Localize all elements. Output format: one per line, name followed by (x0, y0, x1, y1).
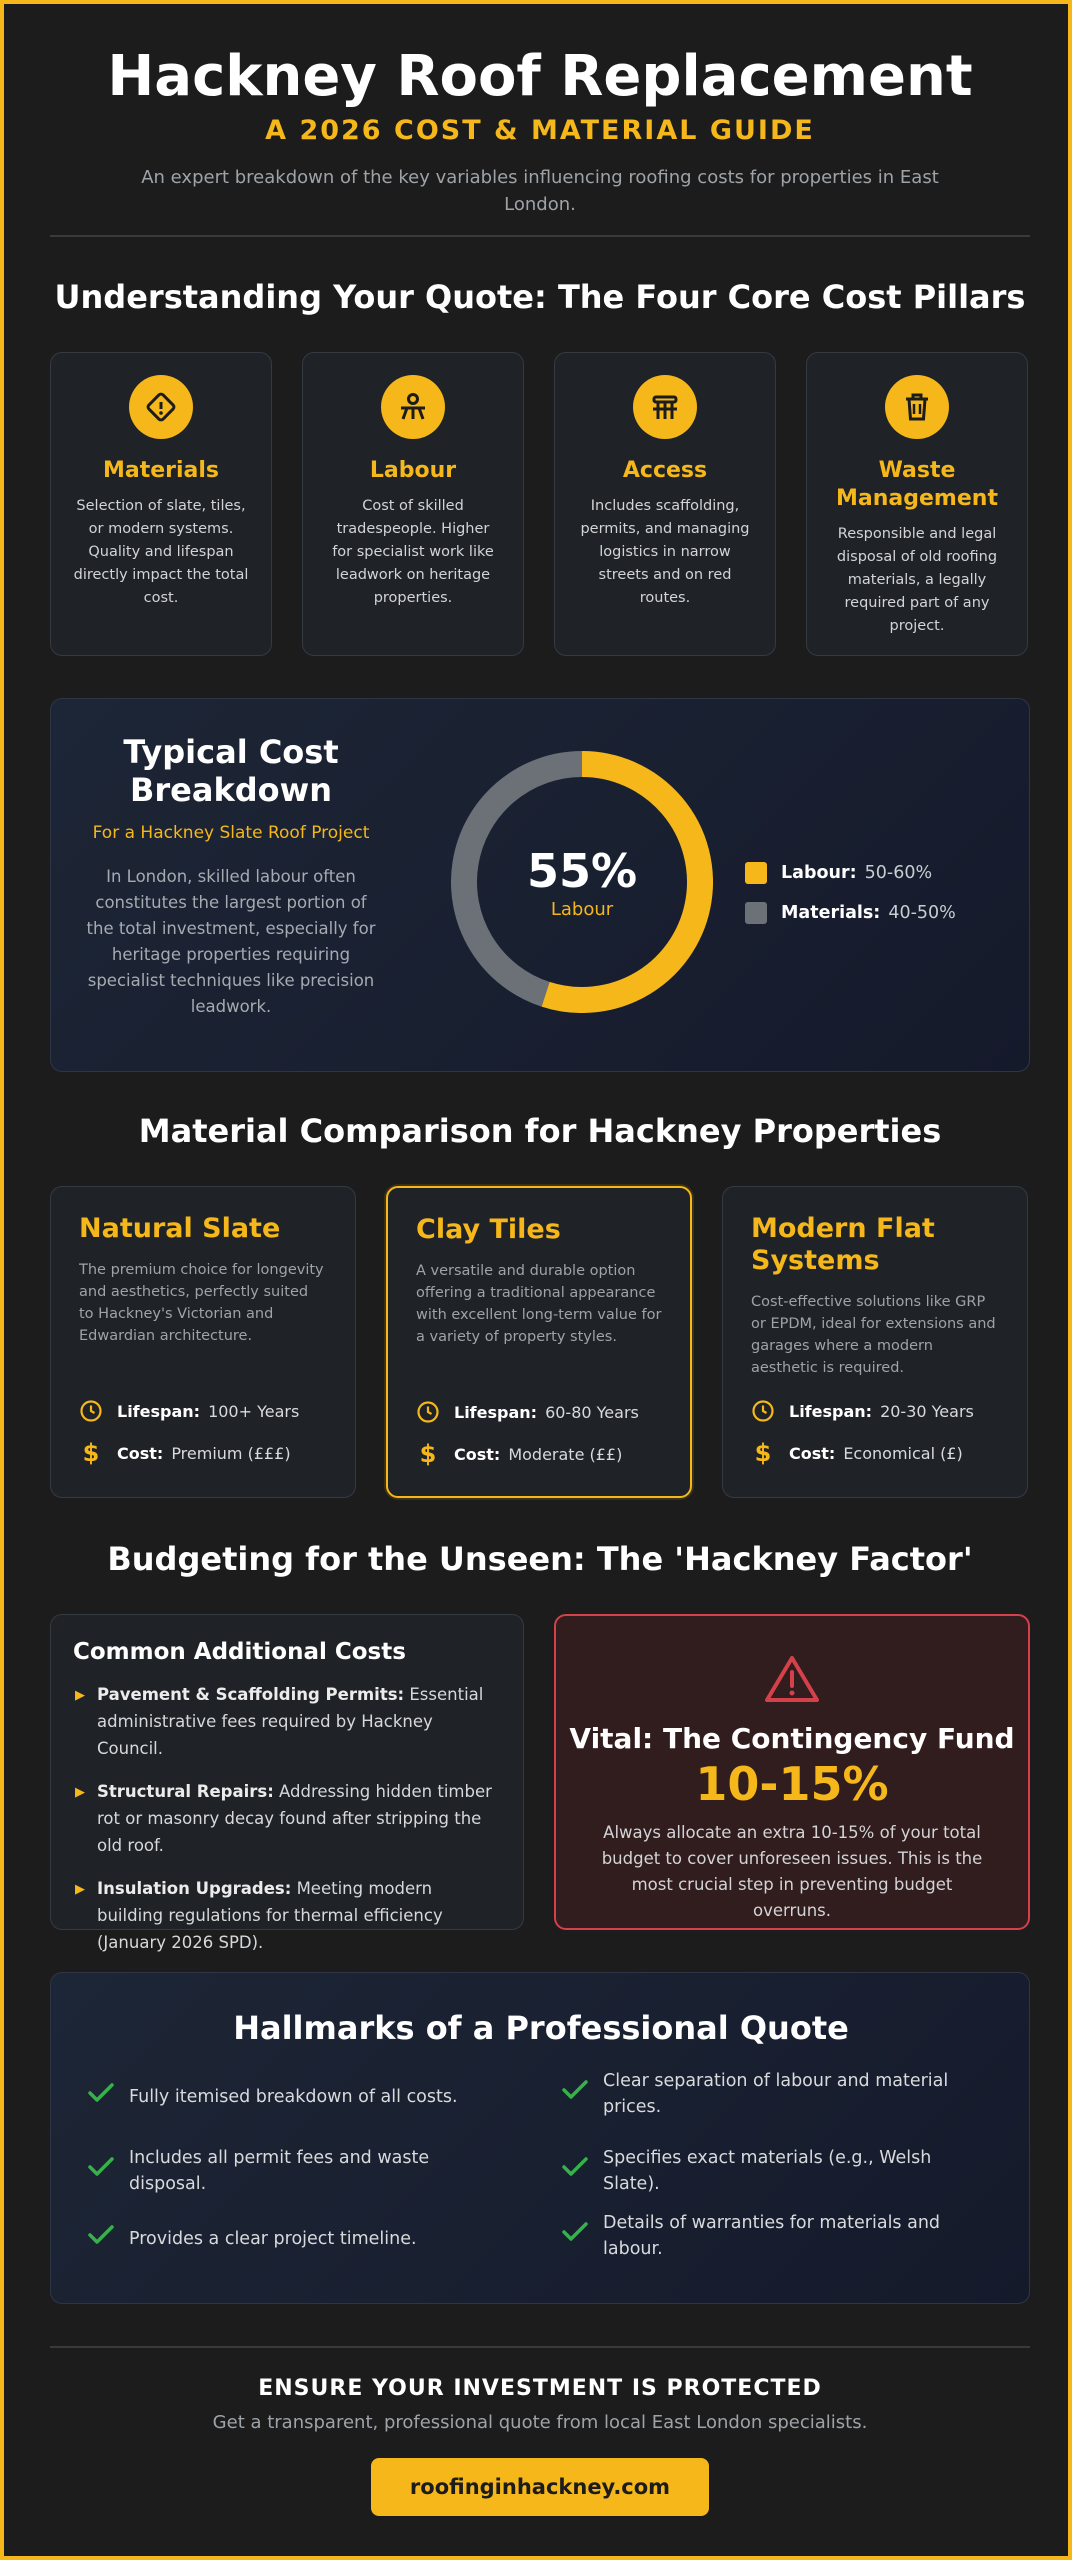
pillars-title: Understanding Your Quote: The Four Core Cost Pillars (54, 278, 1026, 316)
lifespan-label: Lifespan: (117, 1401, 201, 1421)
pillar-text: Cost of skilled tradespeople. Higher for specialist work like leadwork on heritage properties. (332, 498, 494, 606)
pillar-card-labour (302, 352, 524, 656)
legend-item-materials (745, 893, 956, 933)
additional-costs-list (73, 1681, 501, 1956)
dollar-icon: $ (82, 1439, 100, 1467)
pillar-title: Waste Management (836, 458, 998, 511)
breakdown-text-block (81, 733, 381, 1020)
cost-label: Cost: (789, 1443, 836, 1463)
donut-center-label: Labour (550, 898, 614, 920)
material-text: A versatile and durable option offering a traditional appearance with excellent long-term value for a variety of property styles. (416, 1263, 662, 1345)
contingency-title: Vital: The Contingency Fund (569, 1722, 1015, 1755)
contingency-fund-card (554, 1614, 1030, 1930)
material-cost (79, 1441, 291, 1465)
pillar-text: Selection of slate, tiles, or modern systems. Quality and lifespan directly impact the total cost. (73, 498, 249, 606)
material-cost (416, 1442, 622, 1466)
legend-label: Labour: (781, 863, 857, 883)
pillar-title: Materials (102, 458, 220, 483)
list-item (73, 1778, 501, 1859)
donut-center (451, 751, 713, 1013)
triangle-bullet-icon: ▶ (75, 1882, 85, 1897)
lifespan-label: Lifespan: (454, 1402, 538, 1422)
lifespan-value: 20-30 Years (880, 1401, 974, 1421)
hallmarks-title: Hallmarks of a Professional Quote (233, 2009, 849, 2047)
item-heading: Structural Repairs: (97, 1782, 274, 1801)
breakdown-subtitle: For a Hackney Slate Roof Project (92, 823, 370, 843)
lifespan-value: 60-80 Years (545, 1402, 639, 1422)
item-heading: Pavement & Scaffolding Permits: (97, 1685, 405, 1704)
page-description: An expert breakdown of the key variables influencing roofing costs for properties in East London. (141, 167, 939, 215)
contingency-value: 10-15% (695, 1757, 889, 1811)
contingency-text: Always allocate an extra 10-15% of your total budget to cover unforeseen issues. This is the most crucial step in preventing budget overruns. (601, 1823, 983, 1920)
legend-swatch (745, 902, 767, 924)
footer-subtitle: Get a transparent, professional quote from local East London specialists. (212, 2412, 868, 2433)
hallmark-text: Fully itemised breakdown of all costs. (129, 2087, 458, 2107)
material-card-natural-slate (50, 1186, 356, 1498)
cost-label: Cost: (117, 1443, 164, 1463)
page-title: Hackney Roof Replacement (107, 44, 973, 109)
worker-icon (381, 375, 445, 439)
material-text: The premium choice for longevity and aesthetics, perfectly suited to Hackney's Victorian and Edwardian architecture. (79, 1262, 324, 1344)
material-card-modern-flat (722, 1186, 1028, 1498)
list-item (73, 1681, 501, 1762)
check-icon (561, 2220, 591, 2252)
triangle-bullet-icon: ▶ (75, 1785, 85, 1800)
lifespan-label: Lifespan: (789, 1401, 873, 1421)
check-icon (87, 2223, 117, 2255)
header (50, 42, 1030, 218)
pillar-text: Responsible and legal disposal of old roofing materials, a legally required part of any project. (836, 526, 998, 634)
dollar-icon: $ (419, 1440, 437, 1468)
item-text: Addressing hidden timber rot or masonry decay found after stripping the old roof. (97, 1782, 492, 1855)
item-heading: Insulation Upgrades: (97, 1879, 292, 1898)
page-subtitle: A 2026 COST & MATERIAL GUIDE (265, 115, 815, 146)
clock-icon (79, 1399, 103, 1423)
material-card-clay-tiles (386, 1186, 692, 1498)
clock-icon (416, 1400, 440, 1424)
list-item (73, 1875, 501, 1956)
clock-icon (751, 1399, 775, 1423)
hallmark-text: Specifies exact materials (e.g., Welsh Slate). (603, 2148, 932, 2194)
pillar-title: Access (622, 458, 708, 483)
footer-divider (50, 2346, 1030, 2348)
hallmark-item (561, 2210, 961, 2262)
check-icon (87, 2081, 117, 2113)
legend-label: Materials: (781, 903, 881, 923)
hallmark-text: Clear separation of labour and material prices. (603, 2071, 949, 2117)
website-cta-button[interactable]: roofinginhackney.com (371, 2458, 709, 2516)
breakdown-title: Typical Cost Breakdown (123, 733, 339, 809)
chart-legend (745, 853, 956, 933)
cost-value: Premium (£££) (171, 1443, 291, 1463)
cost-value: Economical (£) (843, 1443, 963, 1463)
hallmark-item (561, 2068, 961, 2120)
material-lifespan (751, 1399, 974, 1423)
materials-title: Material Comparison for Hackney Properties (138, 1112, 942, 1150)
diamond-info-icon (129, 375, 193, 439)
cost-value: Moderate (££) (508, 1444, 623, 1464)
check-icon (561, 2078, 591, 2110)
material-lifespan (79, 1399, 299, 1423)
additional-costs-title: Common Additional Costs (73, 1639, 406, 1665)
donut-center-value: 55% (526, 843, 638, 898)
hallmark-text: Provides a clear project timeline. (129, 2229, 417, 2249)
hackney-factor-title: Budgeting for the Unseen: The 'Hackney Factor' (107, 1540, 973, 1578)
cost-breakdown-panel (50, 698, 1030, 1072)
additional-costs-card (50, 1614, 524, 1952)
pillar-card-materials (50, 352, 272, 656)
pillar-card-waste (806, 352, 1028, 656)
triangle-bullet-icon: ▶ (75, 1688, 85, 1703)
material-lifespan (416, 1400, 639, 1424)
hallmarks-panel (50, 1972, 1030, 2304)
hallmark-item (87, 2081, 487, 2113)
pillar-text: Includes scaffolding, permits, and managing logistics in narrow streets and on red routes. (580, 498, 750, 606)
dollar-icon: $ (754, 1439, 772, 1467)
trash-icon (885, 375, 949, 439)
warning-icon (556, 1654, 1028, 1708)
footer-title: ENSURE YOUR INVESTMENT IS PROTECTED (258, 2376, 822, 2401)
legend-item-labour (745, 853, 956, 893)
check-icon (561, 2155, 591, 2187)
legend-value: 50-60% (864, 863, 933, 883)
donut-chart (451, 751, 713, 1013)
legend-swatch (745, 862, 767, 884)
lifespan-value: 100+ Years (208, 1401, 300, 1421)
check-icon (87, 2155, 117, 2187)
material-title: Modern Flat Systems (751, 1213, 935, 1276)
pillar-card-access (554, 352, 776, 656)
item-text: Meeting modern building regulations for thermal efficiency (January 2026 SPD). (97, 1879, 443, 1952)
pillar-title: Labour (369, 458, 457, 483)
material-text: Cost-effective solutions like GRP or EPDM, ideal for extensions and garages where a modern aesthetic is required. (751, 1294, 996, 1376)
hallmark-text: Includes all permit fees and waste disposal. (129, 2148, 430, 2194)
legend-value: 40-50% (888, 903, 956, 923)
material-cost (751, 1441, 963, 1465)
header-divider (50, 235, 1030, 237)
item-text: Essential administrative fees required by Hackney Council. (97, 1685, 484, 1758)
hallmark-item (87, 2223, 487, 2255)
breakdown-text: In London, skilled labour often constitutes the largest portion of the total investment, especially for heritage properties requiring specialist techniques like precision leadwork. (86, 867, 376, 1016)
hallmark-text: Details of warranties for materials and labour. (603, 2213, 941, 2259)
hallmark-item (87, 2145, 487, 2197)
scaffold-icon (633, 375, 697, 439)
hallmark-item (561, 2145, 961, 2197)
material-title: Clay Tiles (416, 1214, 561, 1245)
material-title: Natural Slate (79, 1213, 281, 1244)
cost-label: Cost: (454, 1444, 501, 1464)
